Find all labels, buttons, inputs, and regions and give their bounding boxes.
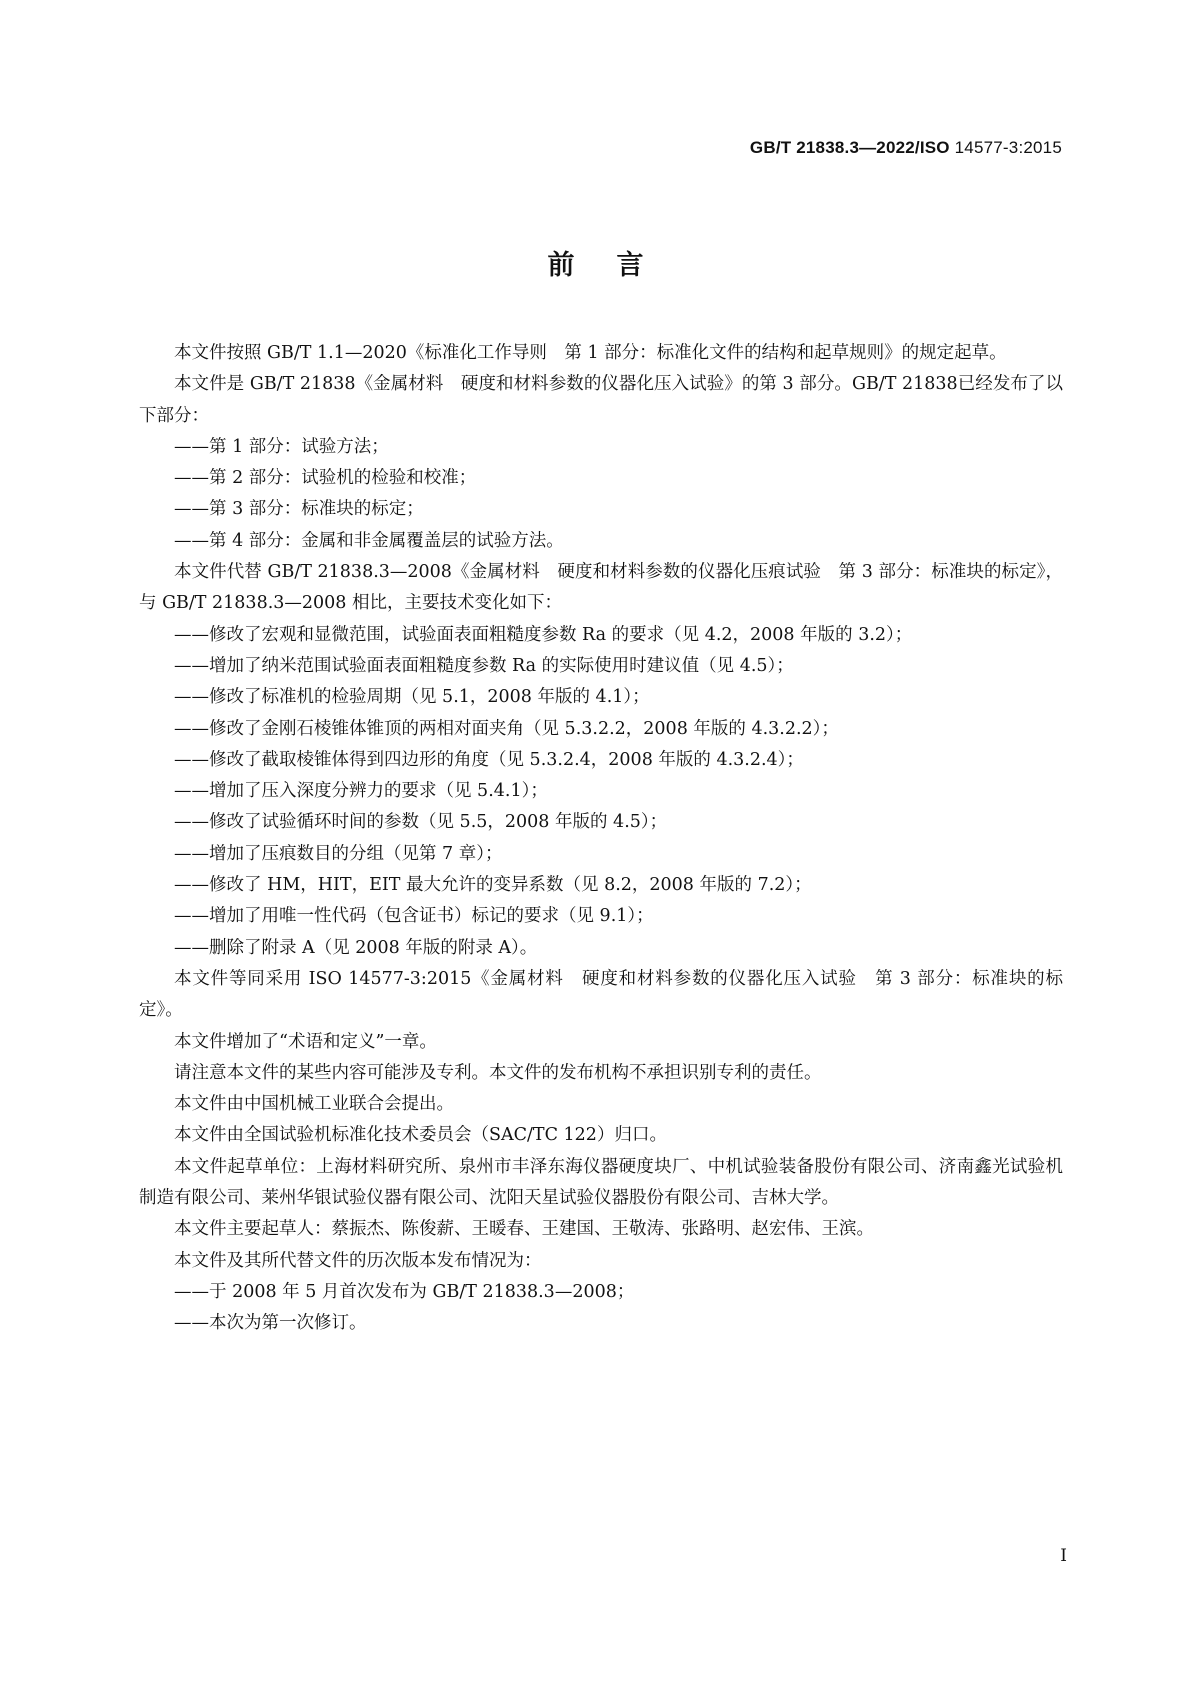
paragraph: 本文件主要起草人：蔡振杰、陈俊薪、王暖春、王建国、王敬涛、张路明、赵宏伟、王滨。 — [174, 1219, 874, 1240]
list-item: ——第 2 部分：试验机的检验和校准； — [174, 468, 477, 489]
list-item: ——修改了 HM，HIT，EIT 最大允许的变异系数（见 8.2，2008 年版的 7.2）； — [174, 875, 812, 896]
list-item: ——本次为第一次修订。 — [174, 1313, 367, 1334]
paragraph: 本文件起草单位：上海材料研究所、泉州市丰泽东海仪器硬度块厂、中机试验装备股份有限公司、济南鑫光试验机制造有限公司、莱州华银试验仪器有限公司、沈阳天星试验仪器股份有限公司、吉林大学。 — [139, 1156, 1063, 1209]
list-item: ——修改了金刚石棱锥体锥顶的两相对面夹角（见 5.3.2.2，2008 年版的 4.3.2.2）； — [174, 718, 839, 739]
list-item: ——删除了附录 A（见 2008 年版的附录 A）。 — [174, 937, 538, 958]
paragraph: 本文件按照 GB/T 1.1—2020《标准化工作导则 第 1 部分：标准化文件的结构和起草规则》的规定起草。 — [174, 343, 1007, 363]
list-item: ——修改了宏观和显微范围，试验面表面粗糙度参数 Ra 的要求（见 4.2，2008 年版的 3.2）； — [174, 624, 913, 645]
list-item: ——修改了标准机的检验周期（见 5.1，2008 年版的 4.1）； — [174, 687, 650, 708]
list-item: ——于 2008 年 5 月首次发布为 GB/T 21838.3—2008； — [174, 1281, 635, 1302]
foreword-body — [139, 338, 1063, 1340]
list-item: ——修改了试验循环时间的参数（见 5.5，2008 年版的 4.5）； — [174, 812, 668, 833]
paragraph: 本文件由全国试验机标准化技术委员会（SAC/TC 122）归口。 — [174, 1125, 667, 1146]
standard-code — [750, 138, 1062, 158]
list-item: ——增加了纳米范围试验面表面粗糙度参数 Ra 的实际使用时建议值（见 4.5）； — [174, 655, 794, 676]
standard-code-main: GB/T 21838.3—2022/ISO — [749, 138, 950, 157]
paragraph: 本文件增加了“术语和定义”一章。 — [174, 1031, 437, 1052]
paragraph: 本文件是 GB/T 21838《金属材料 硬度和材料参数的仪器化压入试验》的第 3 部分。GB/T 21838已经发布了以下部分： — [139, 374, 1063, 426]
paragraph: 本文件由中国机械工业联合会提出。 — [174, 1094, 454, 1115]
list-item: ——增加了用唯一性代码（包含证书）标记的要求（见 9.1）； — [174, 906, 654, 927]
paragraph: 本文件代替 GB/T 21838.3—2008《金属材料 硬度和材料参数的仪器化压痕试验 第 3 部分：标准块的标定》，与 GB/T 21838.3—2008 相比，主要技术变化如下： — [139, 562, 1063, 614]
list-item: ——修改了截取棱锥体得到四边形的角度（见 5.3.2.4，2008 年版的 4.3.2.4）； — [174, 749, 804, 770]
list-item: ——第 1 部分：试验方法； — [174, 436, 389, 457]
page-title: 前言 — [547, 250, 686, 281]
paragraph: 请注意本文件的某些内容可能涉及专利。本文件的发布机构不承担识别专利的责任。 — [174, 1062, 822, 1083]
paragraph: 本文件及其所代替文件的历次版本发布情况为： — [174, 1250, 542, 1271]
list-item: ——第 4 部分：金属和非金属覆盖层的试验方法。 — [174, 530, 564, 551]
page-number: I — [1060, 1546, 1067, 1566]
standard-code-tail: 14577-3:2015 — [949, 138, 1062, 157]
list-item: ——增加了压入深度分辨力的要求（见 5.4.1）； — [174, 781, 548, 802]
list-item: ——增加了压痕数目的分组（见第 7 章）； — [174, 843, 503, 864]
list-item: ——第 3 部分：标准块的标定； — [174, 499, 424, 520]
paragraph: 本文件等同采用 ISO 14577-3:2015《金属材料 硬度和材料参数的仪器化压入试验 第 3 部分：标准块的标定》。 — [139, 968, 1063, 1021]
